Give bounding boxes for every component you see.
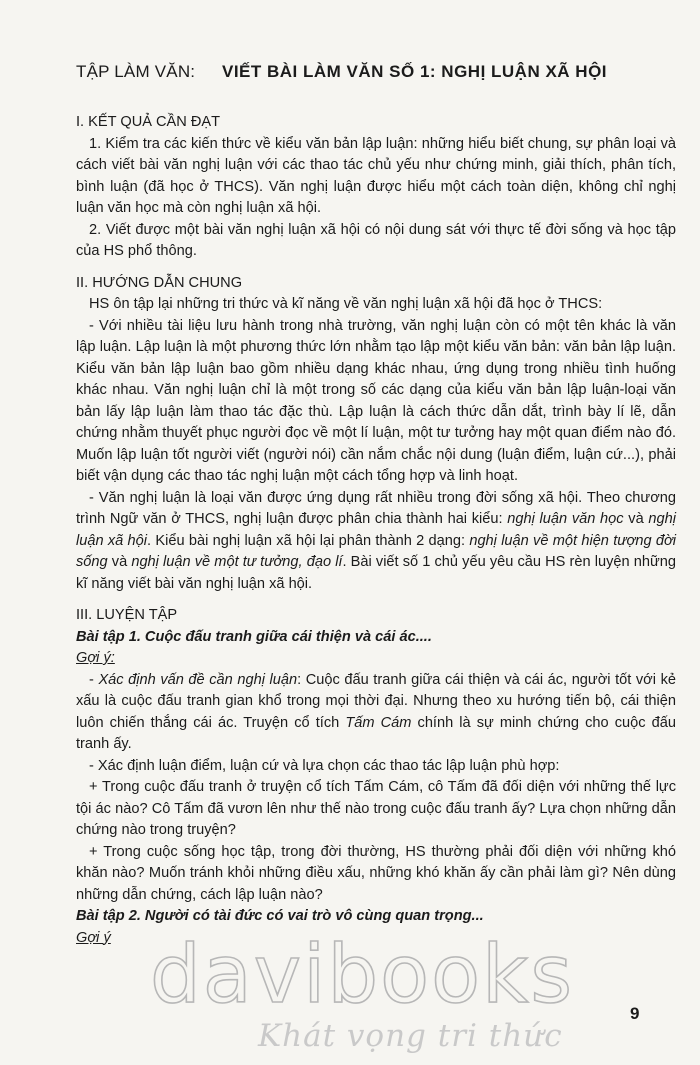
main-content — [76, 112, 676, 949]
exercise-title: Bài tập 1. Cuộc đấu tranh giữa cái thiện và cái ác.... — [76, 628, 432, 645]
section-heading-luyen-tap: III. LUYỆN TẬP — [76, 607, 178, 623]
watermark-logo: davibooks — [150, 928, 575, 1021]
paragraph: - Với nhiều tài liệu lưu hành trong nhà trường, văn nghị luận còn có một tên khác là văn lập luận. Lập luận là một phương thức lớn nhằm tạo lập một kiểu văn bản: văn bản lập luận. Kiểu văn bản lập luận bao gồm nhiều dạng khác nhau, ứng dụng trong nhiều tình huống khác nhau. Văn nghị luận chỉ là một trong số các dạng của kiểu văn bản lập luận-loại văn bản lấy lập luận làm thao tác đặc thù. Lập luận là cách thức dẫn dắt, trình bày lí lẽ, dẫn chứng nhằm thuyết phục người đọc về một lí luận, một tư tưởng hay một quan điểm nào đó. Muốn lập luận tốt người viết (người nói) cần nắm chắc nội dung (luận điểm, luận cứ...), phải biết vận dụng các thao tác nghị luận một cách tổng hợp và linh hoạt. — [76, 317, 676, 484]
paragraph: - Xác định vấn đề cần nghị luận: Cuộc đấu tranh giữa cái thiện và cái ác, người tốt với kẻ xấu là cuộc đấu tranh gian khổ trong mọi thời đại. Nhưng theo xu hướng tiến bộ, cái thiện luôn chiến thắng cái ác. Truyện cổ tích Tấm Cám chính là sự minh chứng cho cuộc đấu tranh ấy. — [76, 671, 676, 752]
paragraph: HS ôn tập lại những tri thức và kĩ năng về văn nghị luận xã hội đã học ở THCS: — [89, 296, 603, 312]
paragraph: 1. Kiểm tra các kiến thức về kiểu văn bản lập luận: những hiểu biết chung, sự phân loại và cách viết bài văn nghị luận với các thao tác chủ yếu như chứng minh, giải thích, phân tích, bình luận (đã học ở THCS). Văn nghị luận được hiểu một cách toàn diện, không chỉ nghị luận văn học mà còn nghị luận xã hội. — [76, 135, 676, 216]
lesson-title: VIẾT BÀI LÀM VĂN SỐ 1: NGHỊ LUẬN XÃ HỘI — [222, 62, 608, 81]
watermark-slogan: Khát vọng tri thức — [258, 1018, 563, 1054]
paragraph: 2. Viết được một bài văn nghị luận xã hội có nội dung sát với thực tế đời sống và học tập của HS phổ thông. — [76, 221, 676, 259]
page-number: 9 — [630, 1004, 640, 1023]
hint-label: Gợi ý: — [76, 650, 115, 666]
paragraph: + Trong cuộc đấu tranh ở truyện cổ tích Tấm Cám, cô Tấm đã đối diện với những thế lực tội ác nào? Cô Tấm đã vươn lên như thế nào trong cuộc đấu tranh ấy? Lựa chọn những dẫn chứng nào trong truyện? — [76, 779, 676, 838]
hint-label: Gợi ý — [76, 929, 111, 946]
paragraph: - Văn nghị luận là loại văn được ứng dụng rất nhiều trong đời sống xã hội. Theo chương trình Ngữ văn ở THCS, nghị luận được phân chia thành hai kiểu: nghị luận văn học và nghị luận xã hội. Kiểu bài nghị luận xã hội lại phân thành 2 dạng: nghị luận về một hiện tượng đời sống và nghị luận về một tư tưởng, đạo lí. Bài viết số 1 chủ yếu yêu cầu HS rèn luyện những kĩ năng viết bài văn nghị luận xã hội. — [76, 489, 677, 592]
subject-label: TẬP LÀM VĂN: — [76, 62, 196, 81]
section-heading-huong-dan: II. HƯỚNG DẪN CHUNG — [76, 274, 243, 291]
paragraph: + Trong cuộc sống học tập, trong đời thường, HS thường phải đối diện với những khó khăn nào? Muốn tránh khỏi những điều xấu, những khó khăn ấy cần phải làm gì? Nên dùng những dẫn chứng, cách lập luận nào? — [76, 843, 676, 903]
exercise-title: Bài tập 2. Người có tài đức có vai trò vô cùng quan trọng... — [76, 908, 484, 924]
section-heading-ket-qua: I. KẾT QUẢ CẦN ĐẠT — [76, 114, 221, 130]
paragraph: - Xác định luận điểm, luận cứ và lựa chọn các thao tác lập luận phù hợp: — [89, 757, 560, 774]
